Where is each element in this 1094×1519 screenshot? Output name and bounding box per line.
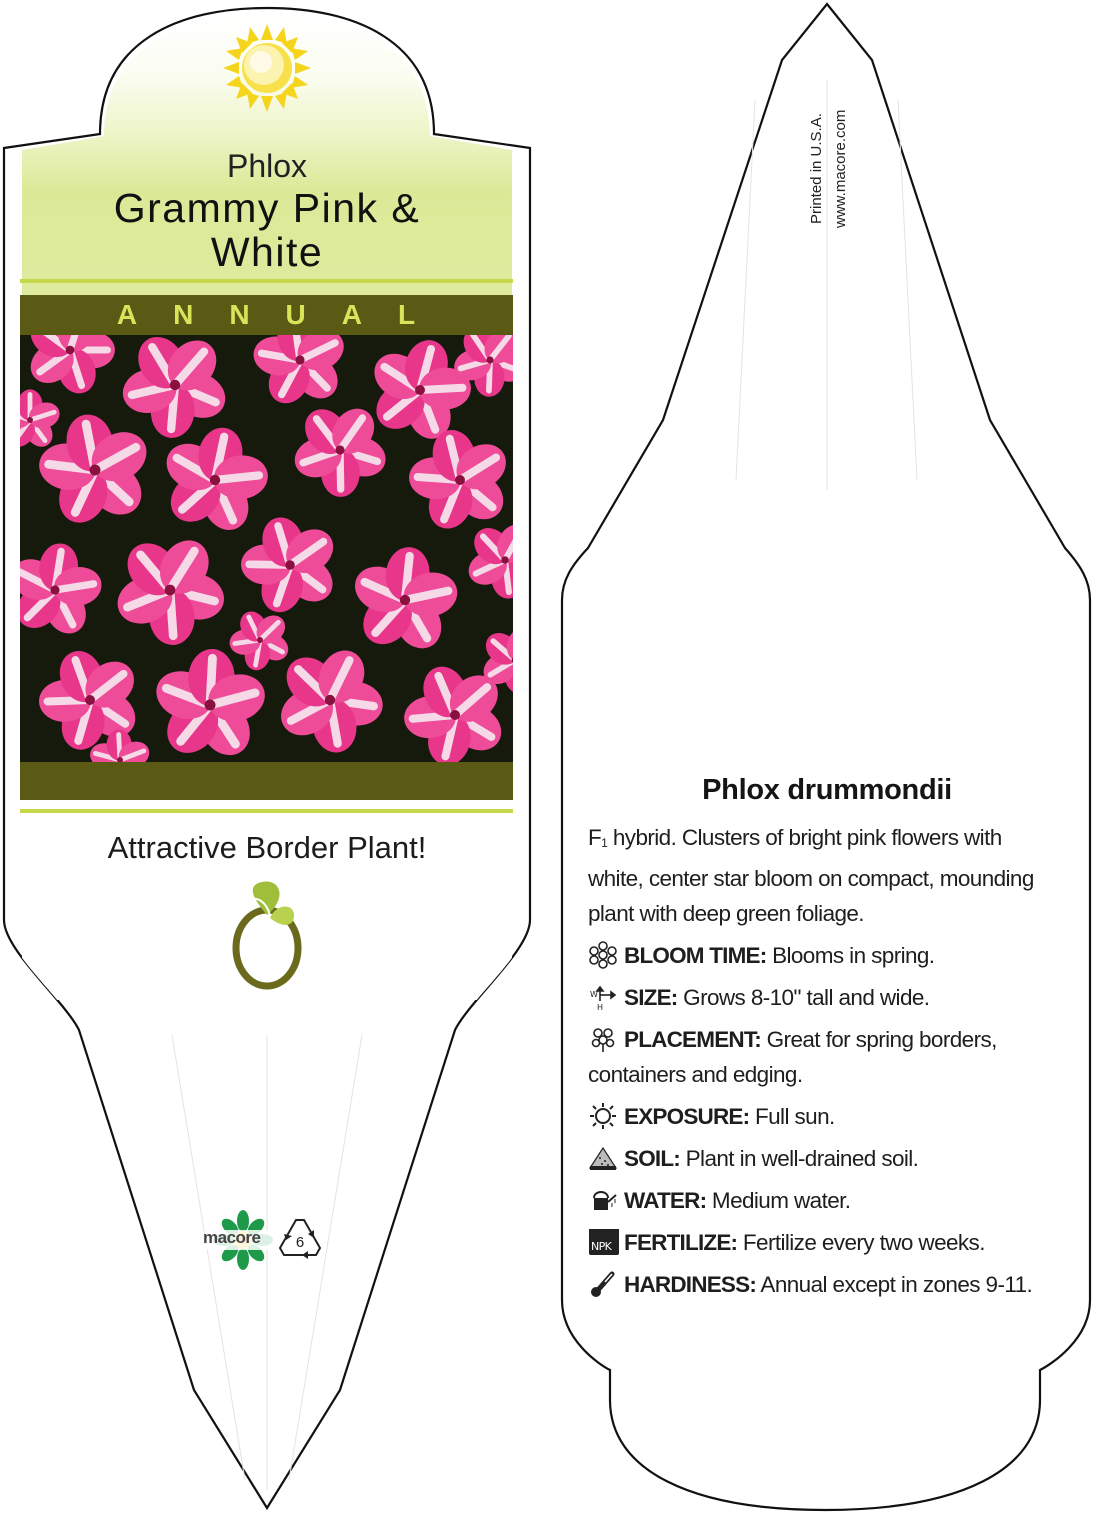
care-text: Grows 8-10" tall and wide. <box>677 985 930 1010</box>
care-label: FERTILIZE: <box>624 1230 738 1255</box>
care-label: SIZE: <box>624 985 678 1010</box>
flower-clock-icon <box>588 941 620 969</box>
care-hardiness <box>588 1267 1058 1302</box>
care-label: WATER: <box>624 1188 707 1213</box>
botanical-name: Phlox drummondii <box>702 774 952 806</box>
svg-text:W: W <box>590 990 598 999</box>
care-label: BLOOM TIME: <box>624 943 767 968</box>
care-label: SOIL: <box>624 1146 680 1171</box>
accent-line-top <box>20 279 513 283</box>
description-prefix: F <box>588 825 602 850</box>
care-label: HARDINESS: <box>624 1272 757 1297</box>
care-exposure <box>588 1099 1058 1134</box>
photo-bottom-band <box>20 762 513 800</box>
accent-line-bottom <box>20 809 513 813</box>
variety-line-2: White <box>210 229 324 275</box>
care-placement <box>588 1022 1058 1092</box>
care-label: EXPOSURE: <box>624 1104 750 1129</box>
plant-genus: Phlox <box>226 148 308 184</box>
thermometer-icon <box>588 1270 620 1298</box>
watering-can-icon <box>588 1186 620 1214</box>
plant-type-label: ANNUAL <box>116 299 452 330</box>
care-text: Medium water. <box>706 1188 851 1213</box>
sun-outline-icon <box>588 1102 620 1130</box>
care-text: Great for spring borders, containers and edging. <box>588 1027 997 1087</box>
npk-bag-icon <box>588 1228 620 1256</box>
care-info <box>588 820 1058 1302</box>
flower-photo <box>0 302 551 793</box>
care-water <box>588 1183 1058 1218</box>
care-size <box>588 980 1058 1015</box>
care-text: Fertilize every two weeks. <box>737 1230 985 1255</box>
care-text: Annual except in zones 9-11. <box>756 1272 1033 1297</box>
variety-line-1: Grammy Pink & <box>113 185 421 231</box>
description-sub: 1 <box>601 836 608 850</box>
flower-cluster-icon <box>588 1025 620 1053</box>
recycle-code: 6 <box>295 1234 305 1251</box>
svg-text:NPK: NPK <box>591 1240 612 1253</box>
description-text: hybrid. Clusters of bright pink flowers with white, center star bloom on compact, mounding plant with deep green foliage. <box>588 825 1034 926</box>
svg-text:H: H <box>597 1003 603 1011</box>
care-label: PLACEMENT: <box>624 1027 761 1052</box>
care-soil <box>588 1141 1058 1176</box>
care-text: Full sun. <box>749 1104 835 1129</box>
printer-info <box>760 60 1000 240</box>
size-arrows-icon <box>588 983 620 1011</box>
care-bloom-time <box>588 938 1058 973</box>
website: www.macore.com <box>832 109 849 228</box>
brand-wordmark: macore <box>203 1228 261 1247</box>
care-text: Plant in well-drained soil. <box>680 1146 919 1171</box>
plant-variety <box>20 186 514 274</box>
description <box>588 820 1058 931</box>
care-text: Blooms in spring. <box>766 943 935 968</box>
care-fertilize <box>588 1225 1058 1260</box>
tagline: Attractive Border Plant! <box>107 830 427 865</box>
soil-pile-icon <box>588 1144 620 1172</box>
printed-in: Printed in U.S.A. <box>808 113 825 224</box>
sun-icon <box>223 24 311 112</box>
